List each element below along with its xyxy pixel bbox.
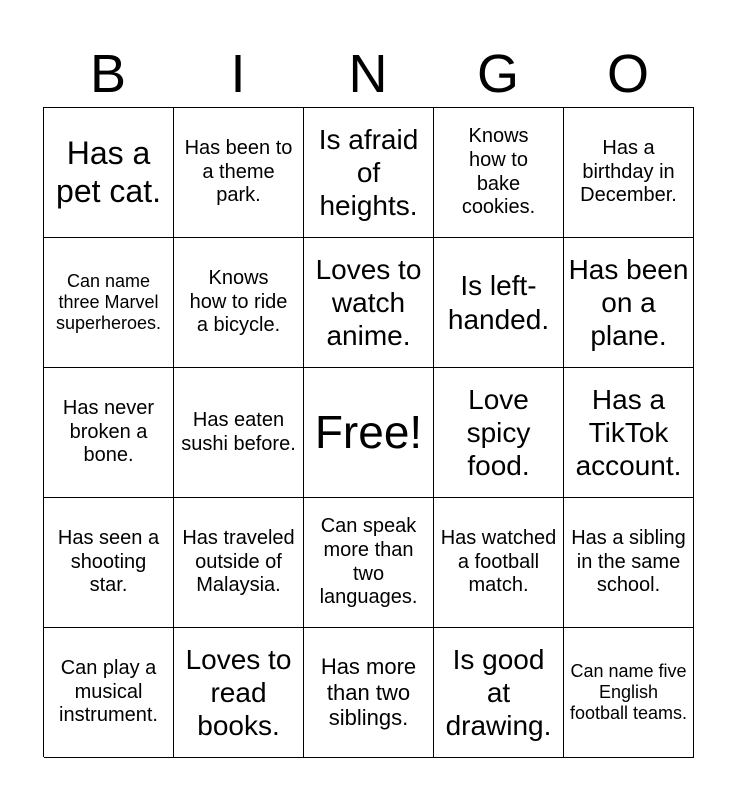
bingo-cell[interactable] bbox=[44, 238, 174, 368]
bingo-cell[interactable] bbox=[174, 498, 304, 628]
bingo-cell[interactable] bbox=[174, 368, 304, 498]
bingo-cell[interactable] bbox=[434, 108, 564, 238]
bingo-grid bbox=[43, 107, 694, 757]
bingo-cell[interactable] bbox=[434, 368, 564, 498]
cell-text: Has watched a football match. bbox=[440, 527, 557, 597]
bingo-cell[interactable] bbox=[564, 238, 694, 368]
cell-text: Knows how to ride a bicycle. bbox=[189, 267, 288, 337]
bingo-header bbox=[43, 40, 693, 108]
bingo-cell[interactable] bbox=[434, 628, 564, 758]
cell-text: Has eaten sushi before. bbox=[181, 408, 296, 455]
cell-text: Has a birthday in December. bbox=[580, 137, 677, 207]
bingo-cell[interactable] bbox=[434, 498, 564, 628]
bingo-cell[interactable] bbox=[174, 628, 304, 758]
bingo-cell[interactable] bbox=[44, 108, 174, 238]
bingo-cell[interactable] bbox=[564, 628, 694, 758]
cell-text: Can name three Marvel superheroes. bbox=[55, 270, 162, 334]
cell-text: Has been on a plane. bbox=[568, 253, 689, 352]
bingo-cell[interactable] bbox=[304, 628, 434, 758]
bingo-cell[interactable] bbox=[174, 238, 304, 368]
bingo-cell[interactable] bbox=[44, 628, 174, 758]
cell-text: Has a sibling in the same school. bbox=[571, 527, 686, 597]
cell-text: Is left-handed. bbox=[447, 270, 550, 335]
cell-text: Can name five English football teams. bbox=[569, 660, 688, 724]
bingo-cell[interactable] bbox=[174, 108, 304, 238]
header-letter-b: B bbox=[89, 44, 127, 104]
bingo-cell[interactable] bbox=[44, 498, 174, 628]
cell-text: Has been to a theme park. bbox=[184, 137, 293, 207]
cell-text: Has seen a shooting star. bbox=[57, 527, 160, 597]
cell-text: Has a pet cat. bbox=[56, 134, 161, 209]
cell-text: Is afraid of heights. bbox=[318, 123, 419, 222]
free-space-text: Free! bbox=[314, 406, 423, 459]
bingo-cell[interactable] bbox=[304, 108, 434, 238]
header-letter-g: G bbox=[476, 44, 519, 104]
bingo-cell[interactable] bbox=[564, 368, 694, 498]
bingo-cell[interactable] bbox=[304, 238, 434, 368]
cell-text: Love spicy food. bbox=[466, 383, 531, 482]
bingo-cell[interactable] bbox=[564, 498, 694, 628]
cell-text: Knows how to bake cookies. bbox=[461, 125, 536, 219]
cell-text: Has a TikTok account. bbox=[575, 383, 682, 482]
bingo-cell[interactable] bbox=[44, 368, 174, 498]
bingo-cell free-space[interactable] bbox=[304, 368, 434, 498]
cell-text: Can speak more than two languages. bbox=[319, 515, 418, 609]
cell-text: Loves to read books. bbox=[185, 643, 292, 742]
cell-text: Has never broken a bone. bbox=[62, 397, 155, 467]
cell-text: Is good at drawing. bbox=[445, 643, 552, 742]
bingo-cell[interactable] bbox=[564, 108, 694, 238]
header-letter-i: I bbox=[230, 44, 246, 104]
cell-text: Has more than two siblings. bbox=[320, 653, 417, 731]
header-letter-n: N bbox=[348, 44, 388, 104]
header-letter-o: O bbox=[606, 44, 649, 104]
cell-text: Loves to watch anime. bbox=[315, 253, 422, 352]
cell-text: Has traveled outside of Malaysia. bbox=[182, 527, 295, 597]
bingo-cell[interactable] bbox=[434, 238, 564, 368]
bingo-cell[interactable] bbox=[304, 498, 434, 628]
cell-text: Can play a musical instrument. bbox=[59, 657, 158, 727]
